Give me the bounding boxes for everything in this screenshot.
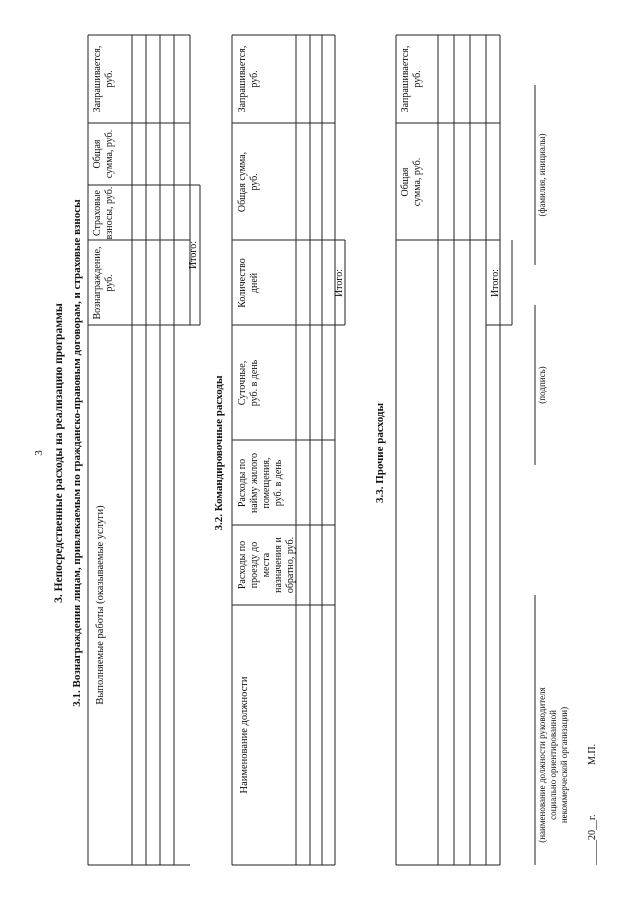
s31-header-insurance: Страховыевзносы, руб. — [92, 186, 115, 240]
name-caption: (фамилия, инициалы) — [537, 133, 547, 217]
s31-header-reward: Вознаграждение,руб. — [92, 246, 115, 320]
s32-header-per-diem: Суточные,руб. в день — [237, 359, 260, 407]
s33-total-label: Итого: — [490, 268, 501, 298]
s32-title: 3.2. Командировочные расходы — [213, 375, 225, 531]
page-number: 3 — [33, 450, 45, 456]
s32-header-travel: Расходы попроезду доместаназначения иобратно, руб. — [237, 536, 296, 594]
s32-total-label: Итого: — [334, 268, 345, 298]
s32-header-requested: Запрашивается,руб. — [237, 45, 260, 113]
date-line: _____20__г. — [587, 814, 598, 865]
s31-header-requested: Запрашивается,руб. — [92, 45, 115, 113]
s33-title: 3.3. Прочие расходы — [374, 402, 386, 504]
s33-header-total-sum: Общаясумма, руб. — [400, 157, 423, 207]
s31-header-works: Выполняемые работы (оказываемые услуги) — [95, 505, 106, 705]
section-title: 3. Непосредственные расходы на реализацию программы — [53, 303, 65, 603]
s32-header-days: Количестводней — [237, 258, 260, 308]
position-caption: (наименование должности руководителясоциально ориентированнойнекоммерческой организации) — [537, 687, 569, 843]
s32-header-housing: Расходы понайму жилогопомещения,руб. в день — [237, 452, 284, 514]
s31-title: 3.1. Вознаграждения лицам, привлекаемым по гражданско-правовым договорам, и страховые взносы — [71, 199, 83, 707]
s31-total-label: Итого: — [188, 240, 199, 270]
s32-header-total-sum: Общая сумма,руб. — [237, 151, 260, 213]
s33-header-requested: Запрашивается,руб. — [400, 45, 423, 113]
s31-header-total-sum: Общаясумма, руб. — [92, 129, 115, 179]
sign-caption: (подпись) — [537, 366, 547, 404]
s32-header-position: Наименование должности — [239, 676, 250, 794]
stamp-label: М.П. — [587, 743, 598, 765]
